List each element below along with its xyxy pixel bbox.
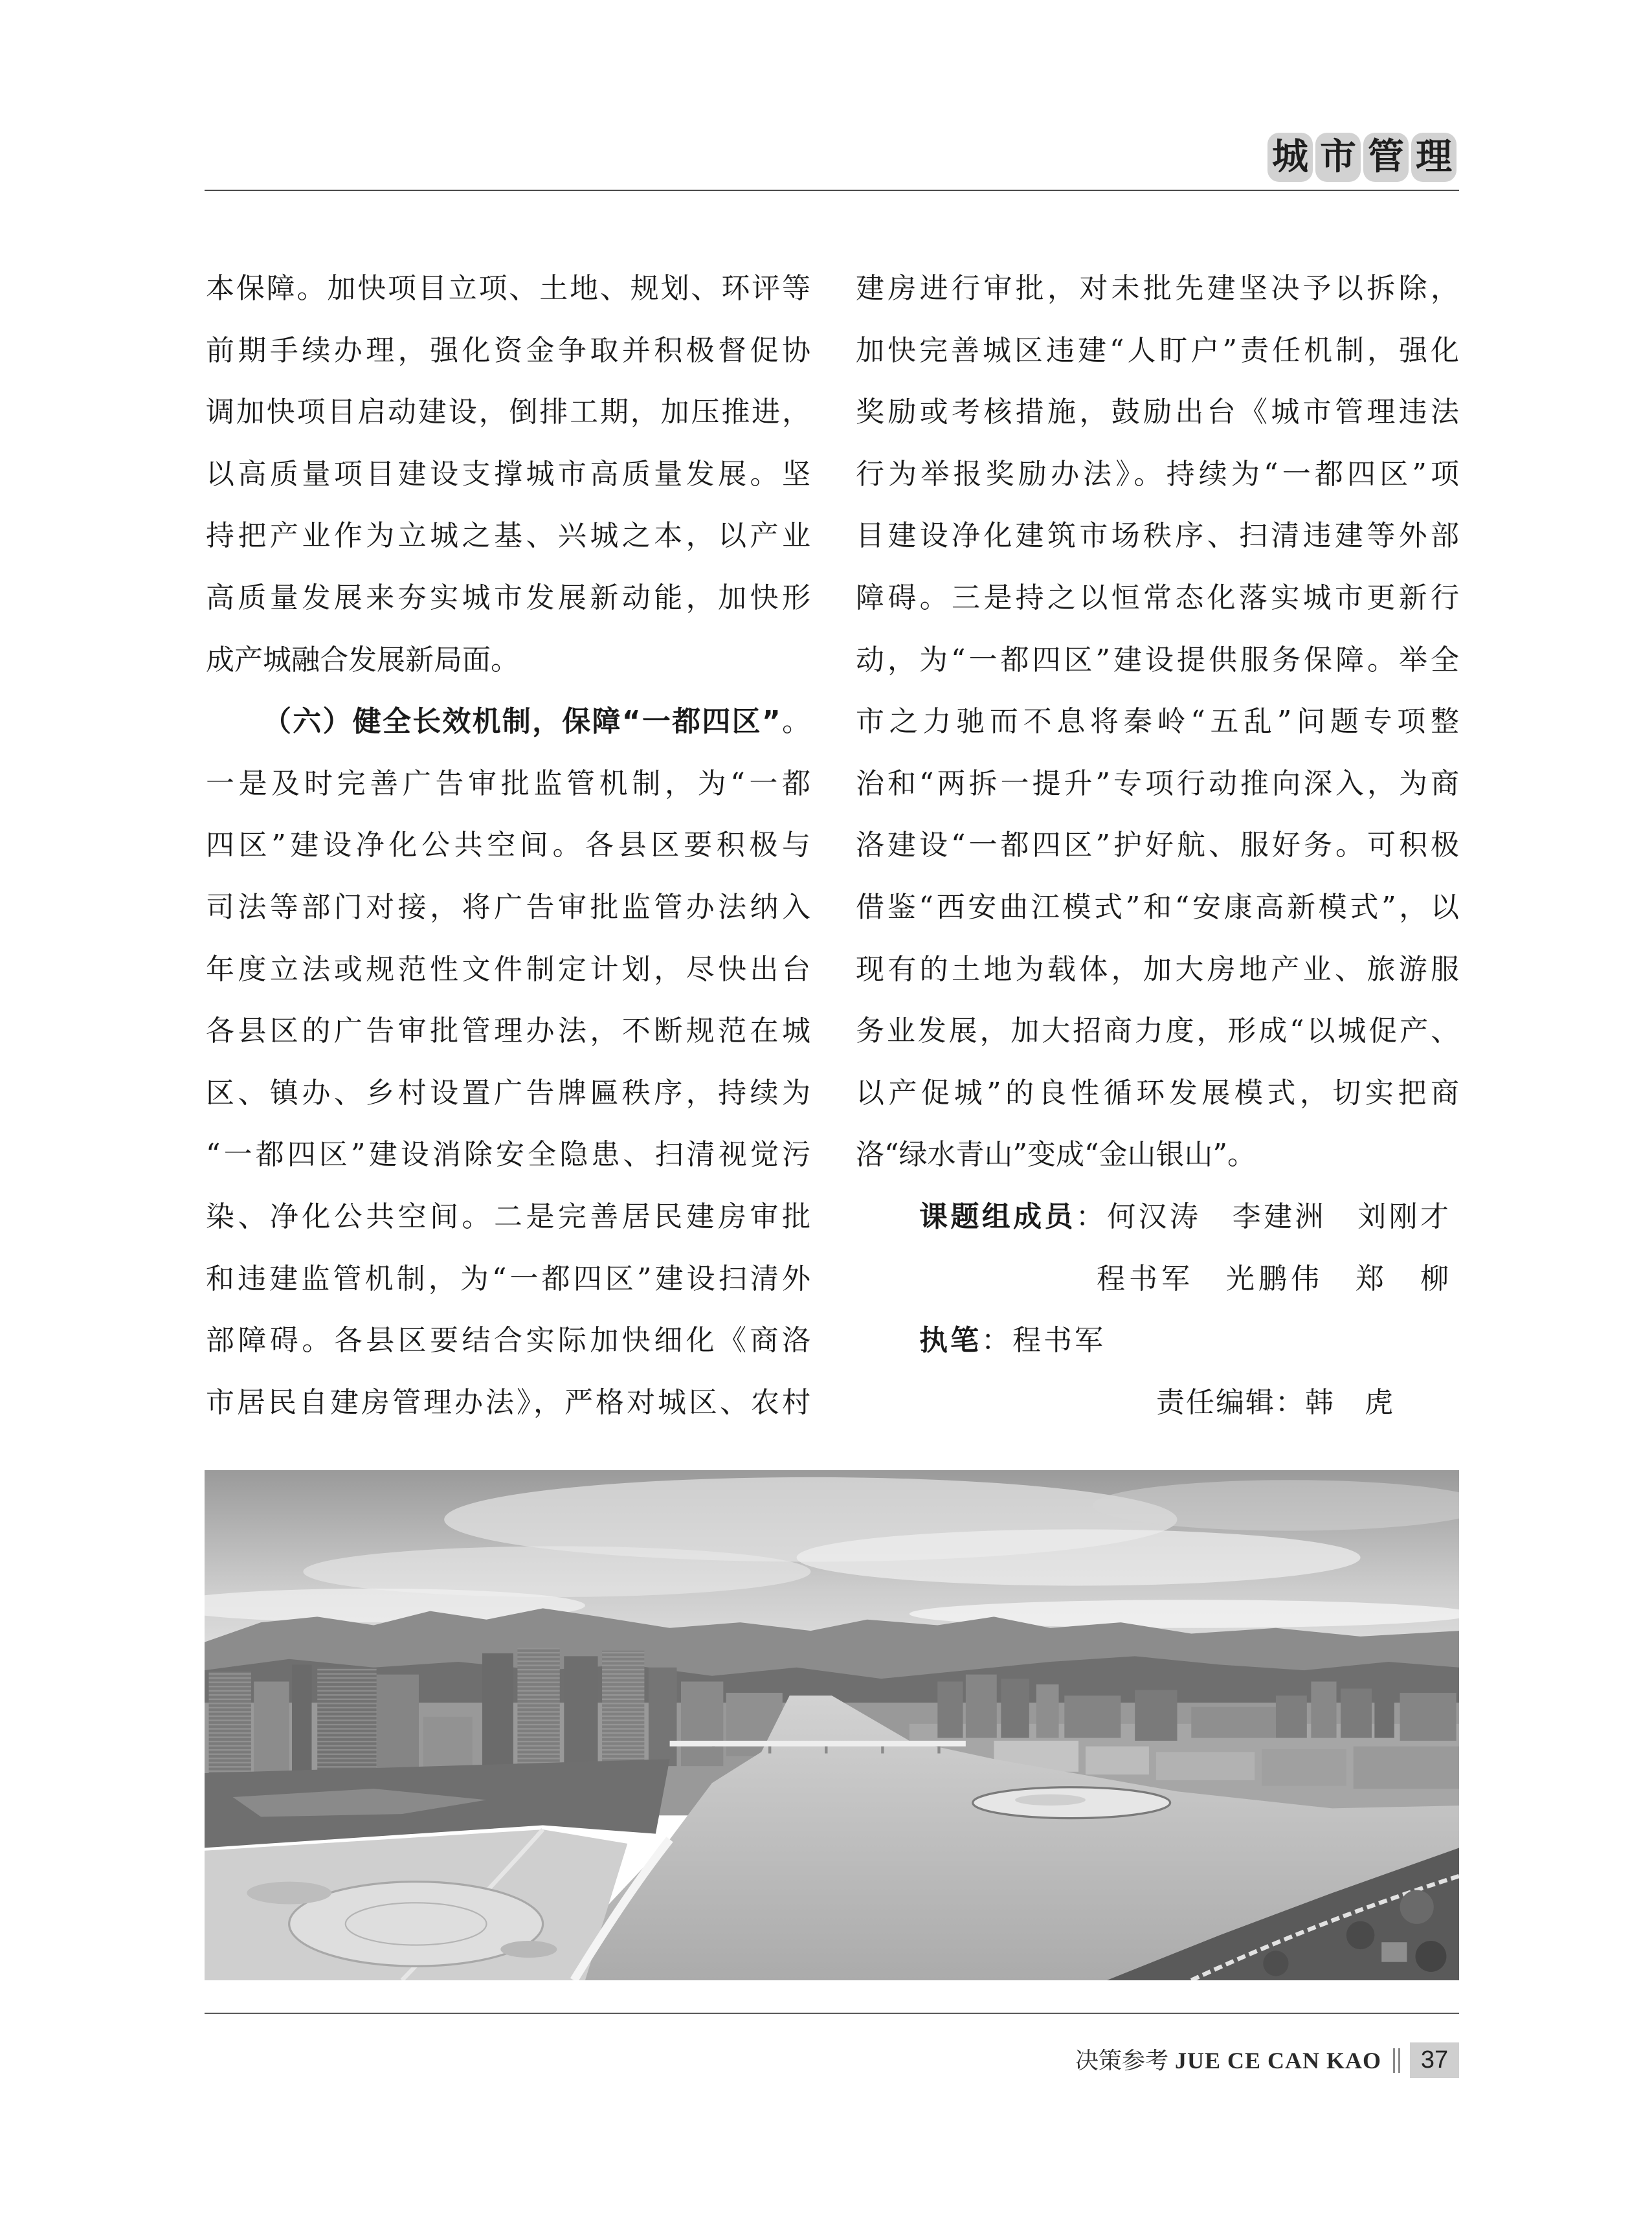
text-line: 调加快项目启动建设，倒排工期，加压推进， (206, 396, 810, 429)
research-members-names: ：何汉涛 李建洲 刘刚才 (1075, 1200, 1449, 1233)
text-line: 目建设净化建筑市场秩序、扫清违建等外部 (856, 519, 1459, 553)
text-line: 部障碍。各县区要结合实际加快细化《商洛 (206, 1324, 810, 1358)
footer-separator (1398, 2048, 1400, 2073)
section-heading-punct: 。 (780, 705, 810, 739)
research-members-line (856, 1186, 1459, 1248)
text-line: 借鉴“西安曲江模式”和“安康高新模式”，以 (856, 890, 1459, 924)
section-title (1267, 133, 1457, 182)
section-title-char: 管 (1363, 133, 1409, 182)
text-line: 以产促城”的良性循环发展模式，切实把商 (856, 1076, 1459, 1110)
text-line: 市居民自建房管理办法》，严格对城区、农村 (206, 1385, 810, 1419)
text-line: 各县区的广告审批管理办法，不断规范在城 (206, 1014, 810, 1048)
header-divider (205, 190, 1459, 191)
city-river-photo (205, 1470, 1459, 1980)
text-line: 前期手续办理，强化资金争取并积极督促协 (206, 333, 810, 367)
section-title-char: 市 (1315, 133, 1361, 182)
writer-line (856, 1310, 1459, 1372)
text-line: 动，为“一都四区”建设提供服务保障。举全 (856, 643, 1459, 676)
footer-divider (205, 2013, 1459, 2014)
river-island (973, 1787, 1170, 1818)
left-column (206, 258, 810, 1433)
text-line: 持把产业作为立城之基、兴城之本，以产业 (206, 519, 810, 553)
writer-name: ：程书军 (981, 1324, 1106, 1358)
text-line: 以高质量项目建设支撑城市高质量发展。坚 (206, 457, 810, 491)
text-line: 治和“两拆一提升”专项行动推向深入，为商 (856, 766, 1459, 800)
writer-label: 执笔 (919, 1324, 981, 1358)
text-line: 高质量发展来夯实城市发展新动能，加快形 (206, 581, 810, 614)
magazine-name-pinyin: JUE CE CAN KAO (1174, 2048, 1381, 2074)
text-line: “一都四区”建设消除安全隐患、扫清视觉污 (206, 1138, 810, 1172)
text-line: 和违建监管机制，为“一都四区”建设扫清外 (206, 1262, 810, 1295)
editor-line: 责任编辑：韩 虎 (1156, 1385, 1394, 1419)
text-line: 洛“绿水青山”变成“金山银山”。 (856, 1138, 1256, 1172)
text-line: 现有的土地为载体，加大房地产业、旅游服 (856, 952, 1459, 986)
text-line: 染、净化公共空间。二是完善居民建房审批 (206, 1200, 810, 1233)
section-title-char: 城 (1267, 133, 1313, 182)
text-line: 年度立法或规范性文件制定计划，尽快出台 (206, 952, 810, 986)
text-line: 行为举报奖励办法》。持续为“一都四区”项 (856, 457, 1459, 491)
text-line: 司法等部门对接，将广告审批监管办法纳入 (206, 890, 810, 924)
text-line: 成产城融合发展新局面。 (206, 643, 519, 676)
footer-separator (1393, 2048, 1395, 2073)
section-title-char: 理 (1411, 133, 1457, 182)
right-column (856, 258, 1459, 1433)
research-members-label: 课题组成员 (919, 1200, 1076, 1233)
research-members-line-2: 程书军 光鹏伟 郑 柳 (1097, 1262, 1449, 1295)
text-line: 务业发展，加大招商力度，形成“以城促产、 (856, 1014, 1459, 1048)
section-heading (206, 691, 810, 753)
text-line: 加快完善城区违建“人盯户”责任机制，强化 (856, 333, 1459, 367)
text-line: 障碍。三是持之以恒常态化落实城市更新行 (856, 581, 1459, 614)
magazine-name (1075, 2046, 1381, 2075)
text-line: 奖励或考核措施，鼓励出台《城市管理违法 (856, 396, 1459, 429)
text-line: 市之力驰而不息将秦岭“五乱”问题专项整 (856, 705, 1459, 739)
left-ground (205, 1759, 670, 1848)
text-line: 一是及时完善广告审批监管机制，为“一都 (206, 766, 810, 800)
page-number: 37 (1410, 2042, 1459, 2078)
text-line: 本保障。加快项目立项、土地、规划、环评等 (206, 272, 810, 305)
text-line: 区、镇办、乡村设置广告牌匾秩序，持续为 (206, 1076, 810, 1110)
text-line: 洛建设“一都四区”护好航、服好务。可积极 (856, 829, 1459, 862)
text-line: 四区”建设净化公共空间。各县区要积极与 (206, 829, 810, 862)
magazine-name-cn: 决策参考 (1075, 2048, 1168, 2074)
text-line: 建房进行审批，对未批先建坚决予以拆除， (856, 272, 1459, 305)
section-heading-title: （六）健全长效机制，保障“一都四区” (263, 705, 781, 739)
